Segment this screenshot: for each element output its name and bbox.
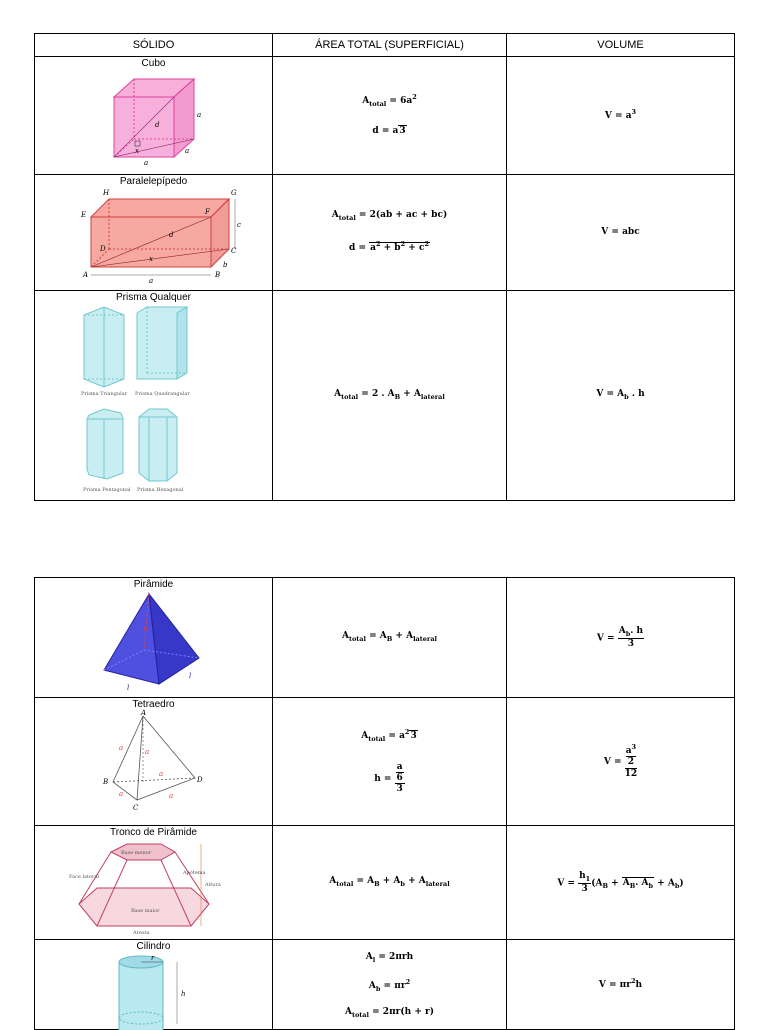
tetrahedron-figure (99, 710, 209, 814)
frustum-volume-formula: V = $\frac{h_1}{3}$ ($A_B + A_B$. $A_b + A_b$) (557, 870, 684, 894)
cube-area-formula: $A_{total} = 6a^2$ (362, 93, 417, 108)
frustum-figure (69, 838, 239, 936)
svg-text:A: A (82, 271, 88, 279)
svg-text:h: h (142, 626, 148, 634)
tetra-area-formula: $A_{total} = a^23$ (361, 728, 417, 744)
svg-text:a: a (143, 159, 148, 167)
svg-text:d: d (168, 231, 173, 239)
pyramid-figure (99, 590, 209, 690)
caption-triangular: Prisma Triangular (80, 391, 127, 397)
cube-figure (99, 69, 209, 167)
svg-text:H: H (102, 189, 109, 197)
label-large-base: Base maior (130, 908, 159, 914)
svg-text:a: a (144, 748, 149, 756)
header-solid: SÓLIDO (35, 34, 273, 57)
box-area-formula: $A_{total} = 2(ab$ + ac + bc) (331, 210, 448, 222)
pyramid-volume-formula: V = $\frac{A_b. h}{3}$ (596, 625, 644, 649)
svg-text:x: x (148, 255, 153, 263)
solid-name: Tronco de Pirâmide (110, 827, 197, 838)
svg-text:a: a (168, 792, 173, 800)
pyramid-area-formula: $A_{total} = A_B + A_{lateral}$ (341, 631, 438, 644)
svg-text:a: a (148, 277, 153, 285)
frustum-area-formula: $A_{total} = A_B + A_b + A_{lateral}$ (329, 876, 450, 889)
svg-text:c: c (236, 221, 241, 229)
cube-volume-formula: $V = a^3$ (604, 108, 637, 122)
row-prism (35, 291, 735, 501)
svg-text:h: h (180, 990, 186, 998)
cylinder-base-formula: $A_b = \pi r^2$ (368, 977, 411, 993)
svg-text:a: a (184, 147, 189, 155)
row-parallelepiped (35, 175, 735, 291)
label-height: Altura (204, 882, 221, 888)
label-apothem: Apótema (182, 870, 206, 876)
svg-text:a: a (118, 744, 123, 752)
row-cylinder (35, 940, 735, 1030)
quadrangular-prism (137, 307, 187, 379)
solid-name: Pirâmide (133, 579, 174, 590)
svg-text:A: A (140, 709, 146, 717)
prisms-figure (79, 303, 229, 493)
solids-table-2 (34, 577, 735, 1030)
svg-text:B: B (214, 271, 220, 279)
tetra-volume-formula: V = $a^3$ 2 12 (603, 742, 638, 779)
cylinder-lateral-formula: $A_l = 2\pi rh$ (365, 951, 414, 964)
svg-text:l: l (188, 672, 191, 680)
caption-quadrangular: Prisma Quadrangular (134, 391, 190, 397)
svg-text:r: r (150, 954, 154, 962)
svg-text:a: a (118, 790, 123, 798)
prism-area-formula: $A_{total} = 2$ . $A_B + A_{lateral}$ (334, 389, 445, 402)
header-volume: VOLUME (507, 34, 735, 57)
svg-text:B: B (102, 778, 108, 786)
row-cube (35, 57, 735, 175)
svg-text:l: l (126, 684, 129, 692)
hexagonal-prism (139, 409, 177, 481)
pentagonal-prism (87, 409, 123, 479)
svg-text:x: x (134, 147, 139, 155)
svg-text:a: a (196, 111, 201, 119)
solid-name: Cubo (141, 58, 166, 69)
prism-volume-formula: $V = A_b$ . h (596, 389, 645, 402)
solids-table-1 (34, 33, 735, 501)
header-area: ÁREA TOTAL (SUPERFICIAL) (273, 34, 507, 57)
tetra-height-formula: h = a 6 3 (374, 761, 403, 795)
solid-name: Prisma Qualquer (115, 292, 192, 303)
solid-name: Tetraedro (132, 699, 175, 710)
row-pyramid (35, 578, 735, 698)
svg-text:d: d (154, 121, 159, 129)
row-frustum (35, 826, 735, 940)
solid-name: Cilindro (136, 941, 171, 952)
caption-hexagonal: Prisma Hexagonal (136, 487, 183, 493)
cube-diagonal-formula: d = a3 (372, 126, 406, 137)
label-lateral-face: Face lateral (68, 874, 99, 880)
svg-text:G: G (230, 189, 237, 197)
box-diagonal-formula: $d = a^2 + b^2 + c^2$ (349, 240, 429, 254)
svg-text:D: D (99, 245, 106, 253)
svg-text:D: D (196, 776, 203, 784)
svg-text:E: E (80, 211, 86, 219)
box-volume-formula: V = abc (601, 226, 640, 237)
triangular-prism (84, 307, 124, 387)
svg-text:C: C (230, 247, 236, 255)
solid-name: Paralelepípedo (119, 176, 188, 187)
caption-pentagonal: Prisma Pentagonal (82, 487, 131, 493)
label-edge: Aresta (132, 930, 150, 936)
label-small-base: Base menor (120, 850, 151, 856)
svg-text:a: a (158, 770, 163, 778)
row-tetrahedron (35, 698, 735, 826)
cylinder-volume-formula: $V = \pi r^2h$ (598, 977, 643, 991)
svg-text:C: C (132, 804, 138, 812)
svg-text:F: F (204, 208, 210, 216)
svg-text:b: b (222, 261, 227, 269)
parallelepiped-figure (69, 187, 239, 283)
cylinder-figure (99, 952, 209, 1026)
cylinder-area-formula: $A_{total} = 2\pi r(h + r)$ (344, 1007, 435, 1019)
